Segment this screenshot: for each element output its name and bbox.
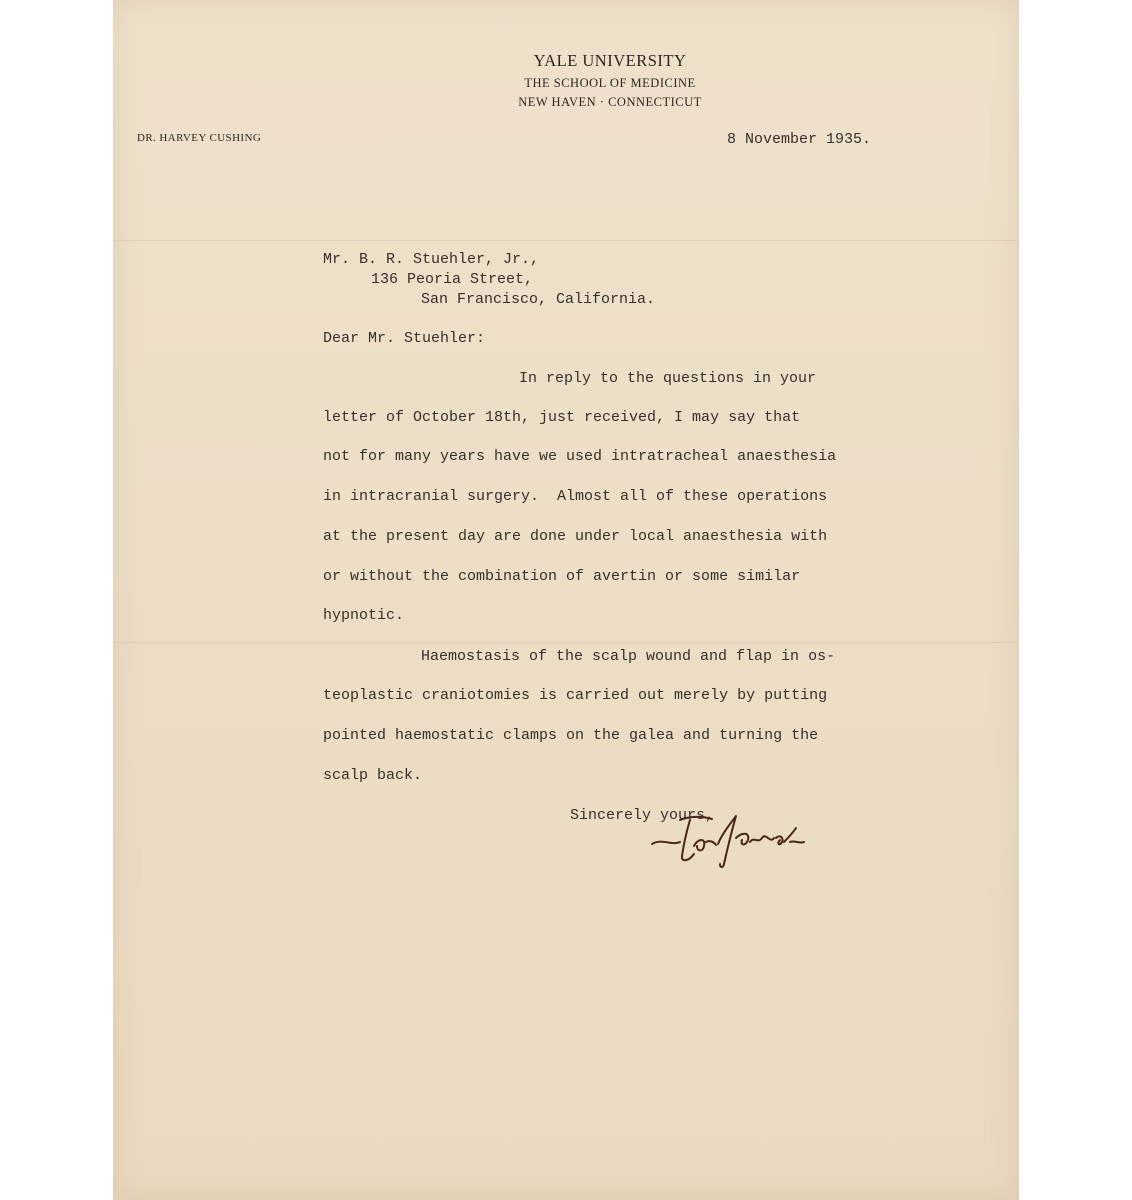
body-line: Haemostasis of the scalp wound and flap in os- [421,648,836,665]
letter-page [113,0,1019,1200]
body-line: not for many years have we used intratracheal anaesthesia [323,448,837,465]
body-line: In reply to the questions in your [519,370,817,387]
paper-fold-line [113,642,1019,643]
closing: Sincerely yours, [570,807,715,824]
body-line: scalp back. [323,767,423,784]
letterhead-school: THE SCHOOL OF MEDICINE [524,76,696,90]
letterhead-location: NEW HAVEN · CONNECTICUT [518,95,702,109]
body-line: at the present day are done under local anaesthesia with [323,528,828,545]
body-line: or without the combination of avertin or some similar [323,568,801,585]
letterhead-institution: YALE UNIVERSITY [533,51,687,70]
recipient-city: San Francisco, California. [421,291,656,308]
paper-fold-line [113,240,1019,241]
body-line: teoplastic craniotomies is carried out merely by putting [323,687,828,704]
body-line: hypnotic. [323,607,405,624]
body-line: pointed haemostatic clamps on the galea and turning the [323,727,819,744]
recipient-name: Mr. B. R. Stuehler, Jr., [323,251,540,268]
handwritten-signature [650,808,810,870]
body-line: in intracranial surgery. Almost all of these operations [323,488,828,505]
recipient-street: 136 Peoria Street, [371,271,534,288]
sender-name: DR. HARVEY CUSHING [137,132,262,144]
salutation: Dear Mr. Stuehler: [323,330,486,347]
body-line: letter of October 18th, just received, I may say that [323,409,801,426]
letter-date: 8 November 1935. [727,131,872,148]
